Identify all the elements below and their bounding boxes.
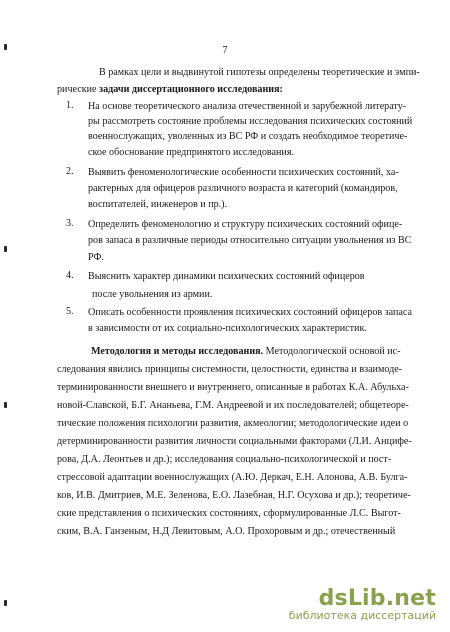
methodology-text: Методологической основой ис- bbox=[263, 346, 401, 357]
task-number: 4. bbox=[66, 270, 74, 281]
methodology-line: следования явились принципы системности, целостности, единства и взаимоде- bbox=[57, 364, 403, 375]
watermark-logo-tld: .net bbox=[385, 586, 436, 611]
task-line: в зависимости от их социально-психологических характеристик. bbox=[88, 323, 367, 334]
methodology-heading: Методология и методы исследования. bbox=[91, 346, 264, 357]
methodology-line: рова, Д.А. Леонтьев и др.); исследования социально-психологической и пост- bbox=[57, 454, 392, 465]
dslib-watermark[interactable] bbox=[289, 586, 436, 622]
task-number: 2. bbox=[66, 166, 74, 177]
task-line: Выявить феноменологические особенности психических состояний, ха- bbox=[88, 167, 399, 178]
task-line: РФ. bbox=[88, 252, 104, 263]
tasks-heading: задачи диссертационного исследования: bbox=[99, 84, 283, 95]
intro-line bbox=[57, 83, 283, 96]
methodology-line bbox=[91, 345, 401, 358]
task-line: ры рассмотреть состояние проблемы исследования психических состояний bbox=[88, 116, 413, 127]
task-number: 3. bbox=[66, 218, 74, 229]
intro-text: рические bbox=[57, 84, 100, 95]
task-line: Описать особенности проявления психических состояний офицеров запаса bbox=[88, 307, 412, 318]
task-line: после увольнения из армии. bbox=[92, 289, 213, 300]
methodology-line: терминированности внешнего и внутреннего, описанные в работах К.А. Абульха- bbox=[57, 382, 409, 393]
methodology-line: стрессовой адаптации военнослужащих (А.Ю. Деркач, Е.Н. Алонова, А.В. Булга- bbox=[57, 472, 408, 483]
watermark-subtitle: библиотека диссертаций bbox=[288, 609, 436, 622]
methodology-line: ским, В.А. Ганзеным, Н.Д Левитовым, А.О. Прохоровым и др.; отечественный bbox=[57, 526, 396, 537]
methodology-line: ков, И.В. Дмитриев, М.Е. Зеленова, Е.О. Лазебная, Н.Г. Осухова и др.); теоретиче- bbox=[57, 490, 411, 501]
task-number: 5. bbox=[66, 306, 74, 317]
page-number: 7 bbox=[222, 45, 228, 56]
task-line: воспитателей, инженеров и пр.). bbox=[88, 199, 228, 210]
task-line: военнослужащих, уволенных из ВС РФ и создать необходимое теоретиче- bbox=[88, 131, 408, 142]
task-line: Выяснить характер динамики психических состояний офицеров bbox=[88, 271, 365, 282]
task-line: Определить феноменологию и структуру психических состояний офице- bbox=[88, 219, 403, 230]
binder-hole-mark bbox=[4, 600, 7, 606]
task-number: 1. bbox=[66, 100, 74, 111]
methodology-line: новой-Славской, Б.Г. Ананьева, Г.М. Андреевой и их последователей; общетеоре- bbox=[57, 400, 409, 411]
binder-hole-mark bbox=[4, 246, 7, 252]
methodology-line: ские представления о психических состояниях, сформулированные Л.С. Выгот- bbox=[57, 508, 401, 519]
task-line: На основе теоретического анализа отечественной и зарубежной литерату- bbox=[88, 101, 407, 112]
binder-hole-mark bbox=[4, 402, 7, 408]
methodology-line: детерминированности развития личности социальными факторами (Л.И. Анцифе- bbox=[57, 436, 412, 447]
binder-hole-mark bbox=[4, 44, 7, 50]
watermark-logo-main: dsLib bbox=[318, 586, 386, 611]
task-line: ров запаса в различные периоды относительно ситуации увольнения из ВС bbox=[88, 235, 412, 246]
task-line: ское обоснование предпринятого исследования. bbox=[88, 147, 294, 158]
watermark-logo bbox=[289, 586, 436, 611]
methodology-line: тические положения психологии развития, акмеологии; методологические идеи о bbox=[57, 418, 409, 429]
intro-line: В рамках цели и выдвинутой гипотезы определены теоретические и эмпи- bbox=[99, 67, 420, 78]
task-line: рактерных для офицеров различного возраста и категорий (командиров, bbox=[88, 183, 398, 194]
